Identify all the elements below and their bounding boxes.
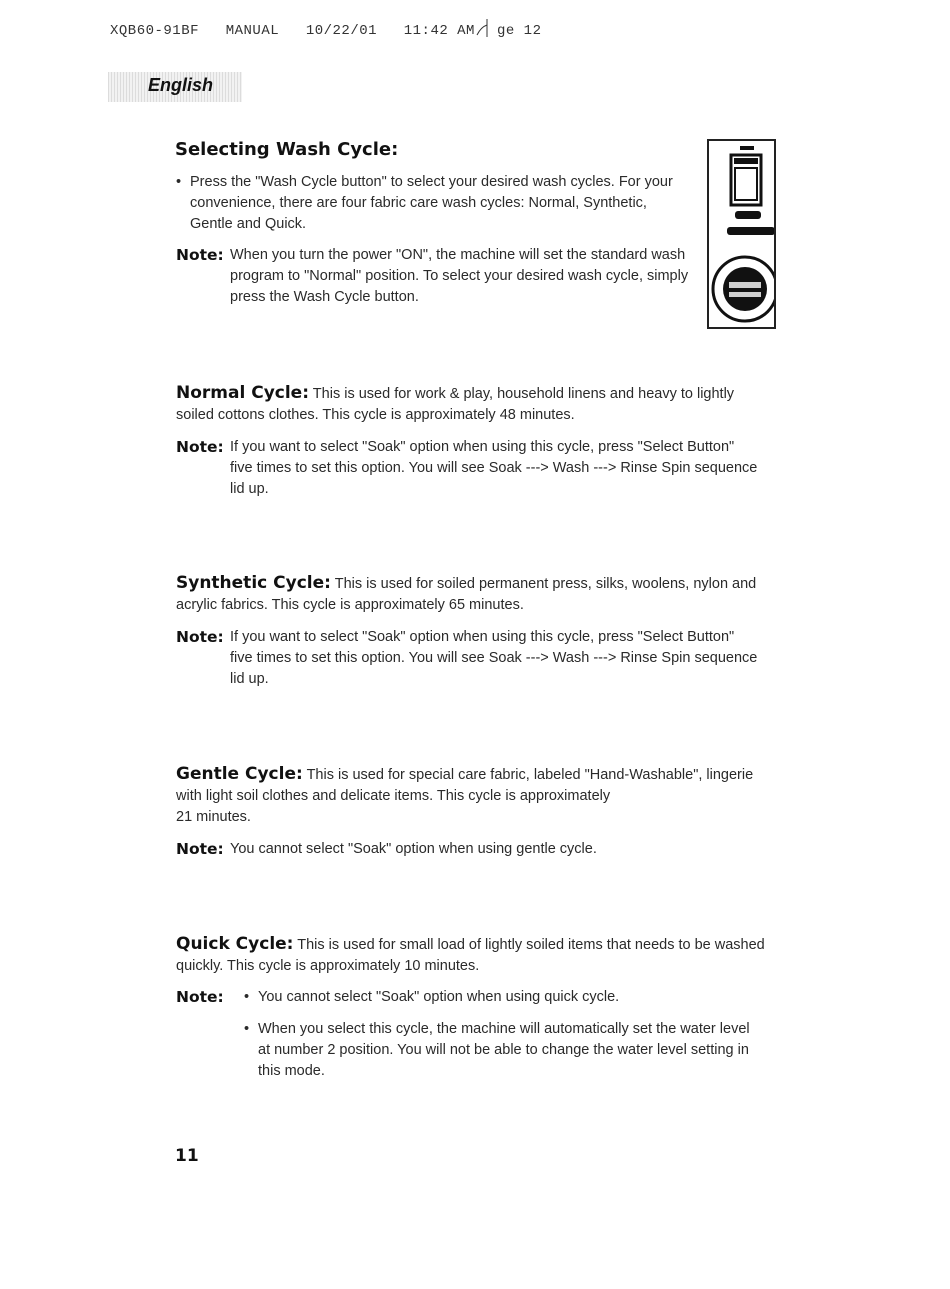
note-label: Note: (176, 840, 224, 858)
gentle-note-text: You cannot select "Soak" option when using gentle cycle. (230, 841, 597, 857)
synthetic-text: This is used for soiled permanent press, silks, woolens, nylon and acrylic fabrics. This cycle is approximately 65 minutes. (176, 576, 757, 613)
gentle-title: Gentle Cycle: (176, 764, 303, 784)
gentle-text: This is used for special care fabric, labeled "Hand-Washable", lingerie with light soil clothes and delicate items. This cycle is approximately (176, 767, 754, 804)
list-item (244, 987, 764, 1008)
bullet-icon: • (244, 1021, 250, 1037)
note-label: Note: (176, 438, 224, 456)
synthetic-title: Synthetic Cycle: (176, 573, 331, 593)
note-label: Note: (176, 246, 224, 264)
quick-title: Quick Cycle: (176, 934, 294, 954)
quick-note-1: You cannot select "Soak" option when using quick cycle. (258, 989, 620, 1005)
normal-section (176, 383, 761, 426)
control-panel-illustration (707, 139, 776, 329)
page-ref (475, 23, 542, 39)
quick-text: This is used for small load of lightly soiled items that needs to be washed quickly. This cycle is approximately 10 minutes. (176, 937, 765, 974)
wash-cycle-button-icon (709, 141, 776, 329)
quick-section (176, 934, 771, 977)
language-label: English (148, 75, 214, 95)
normal-text: This is used for work & play, household linens and heavy to lightly soiled cottons clothes. This cycle is approximately 48 minutes. (176, 386, 735, 423)
selecting-bullet-text: Press the "Wash Cycle button" to select your desired wash cycles. For your convenience, there are four fabric care wash cycles: Normal, Synthetic, Gentle and Quick. (190, 174, 673, 232)
list-item (244, 1019, 764, 1082)
gentle-section (176, 764, 766, 828)
bullet-icon: • (244, 989, 250, 1005)
language-tab (108, 72, 242, 102)
selecting-note-text: When you turn the power "ON", the machine will set the standard wash program to "Normal" position. To select your desired wash cycle, simply press the Wash Cycle button. (230, 247, 689, 305)
page-ref-text: ge 12 (496, 23, 542, 39)
selecting-bullet (176, 172, 686, 235)
crop-mark-icon (475, 19, 497, 37)
selecting-title: Selecting Wash Cycle: (175, 139, 399, 160)
quick-note-2: When you select this cycle, the machine will automatically set the water level at number 2 position. You will not be able to change the water level setting in this mode. (258, 1021, 750, 1079)
normal-note-text: If you want to select "Soak" option when using this cycle, press "Select Button" five times to set this option. You will see Soak ---> Wash ---> Rinse Spin sequence lid up. (230, 439, 758, 497)
bullet-icon: • (176, 174, 182, 190)
print-info: XQB60-91BF MANUAL 10/22/01 11:42 AM (110, 23, 475, 39)
print-header (110, 19, 541, 39)
synthetic-section (176, 573, 766, 616)
synthetic-note-text: If you want to select "Soak" option when using this cycle, press "Select Button" five times to set this option. You will see Soak ---> Wash ---> Rinse Spin sequence lid up. (230, 629, 758, 687)
note-label: Note: (176, 628, 224, 646)
note-label: Note: (176, 988, 224, 1006)
quick-note-list (244, 987, 764, 1082)
gentle-text-duration: 21 minutes. (176, 809, 251, 825)
normal-title: Normal Cycle: (176, 383, 310, 403)
page-number: 11 (175, 1146, 199, 1166)
